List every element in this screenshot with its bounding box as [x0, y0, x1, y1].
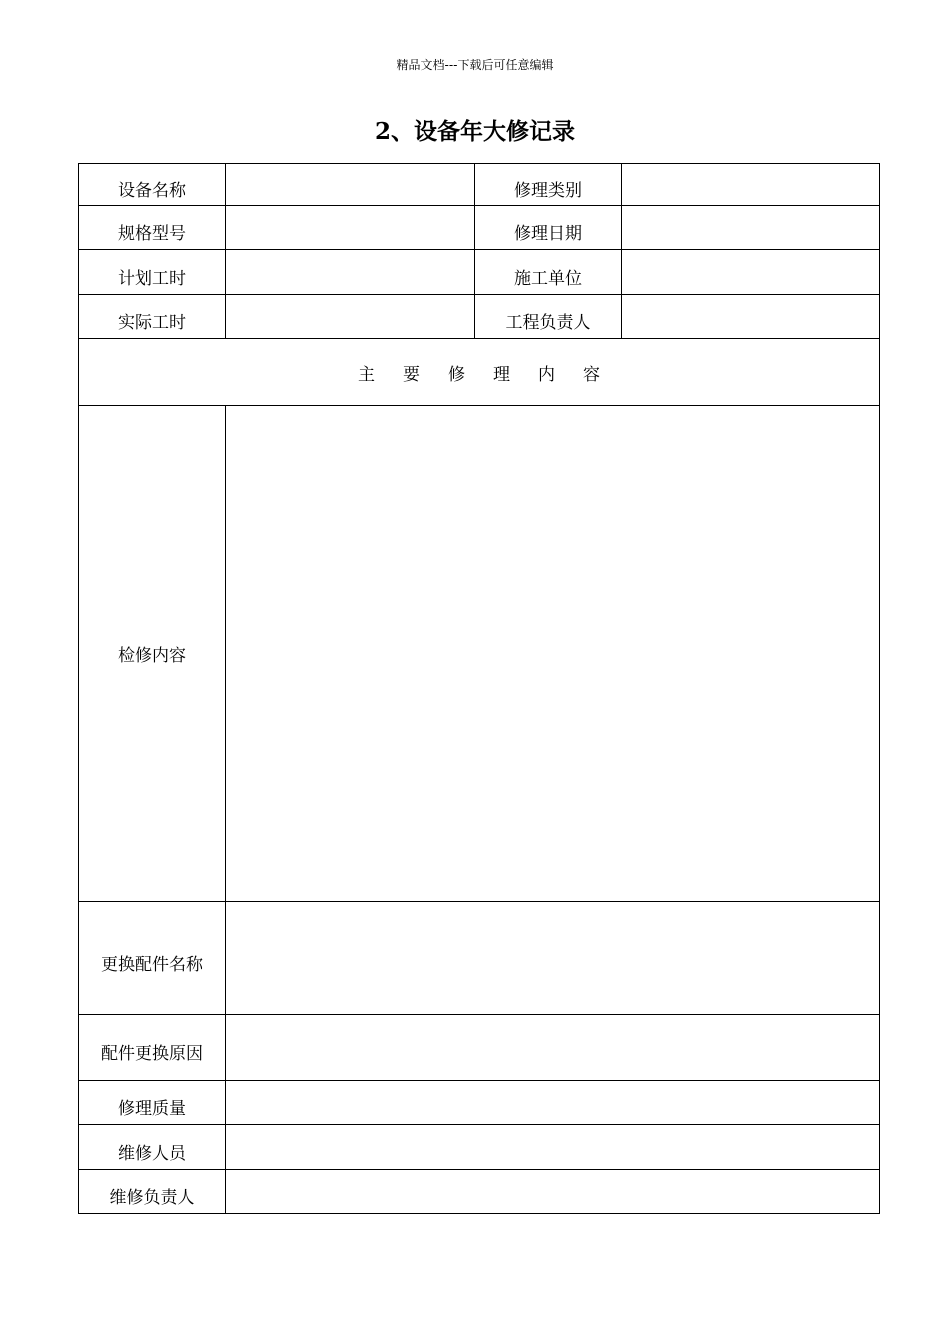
label-repair-staff: 维修人员 [79, 1125, 226, 1170]
label-replacement-parts: 更换配件名称 [79, 902, 226, 1015]
label-repair-quality: 修理质量 [79, 1081, 226, 1125]
value-repair-lead[interactable] [226, 1170, 880, 1214]
document-title: 2、设备年大修记录 [374, 118, 575, 145]
label-replacement-reason: 配件更换原因 [79, 1015, 226, 1081]
label-spec-model: 规格型号 [79, 206, 226, 250]
value-repair-quality[interactable] [226, 1081, 880, 1125]
label-inspection-content: 检修内容 [79, 406, 226, 902]
label-repair-lead: 维修负责人 [79, 1170, 226, 1214]
value-inspection-content[interactable] [226, 406, 880, 902]
value-repair-staff[interactable] [226, 1125, 880, 1170]
section-heading-text: 主要修理内容 [358, 364, 628, 385]
section-heading [79, 339, 880, 406]
value-actual-hours[interactable] [226, 295, 475, 339]
info-row-spec [79, 206, 880, 250]
value-replacement-parts[interactable] [226, 902, 880, 1015]
value-replacement-reason[interactable] [226, 1015, 880, 1081]
staff-row [79, 1125, 880, 1170]
section-heading-row [79, 339, 880, 406]
label-construction-unit: 施工单位 [475, 250, 622, 295]
label-project-lead: 工程负责人 [475, 295, 622, 339]
info-row-equipment [79, 164, 880, 206]
value-construction-unit[interactable] [622, 250, 880, 295]
maintenance-record-table [78, 163, 880, 1214]
parts-reason-row [79, 1015, 880, 1081]
label-repair-date: 修理日期 [475, 206, 622, 250]
info-row-actual [79, 295, 880, 339]
info-row-planned [79, 250, 880, 295]
label-planned-hours: 计划工时 [79, 250, 226, 295]
inspection-row [79, 406, 880, 902]
label-equipment-name: 设备名称 [79, 164, 226, 206]
value-project-lead[interactable] [622, 295, 880, 339]
header-note: 精品文档---下载后可任意编辑 [396, 58, 554, 72]
value-equipment-name[interactable] [226, 164, 475, 206]
label-repair-type: 修理类别 [475, 164, 622, 206]
staff-lead-row [79, 1170, 880, 1214]
value-spec-model[interactable] [226, 206, 475, 250]
parts-name-row [79, 902, 880, 1015]
value-repair-date[interactable] [622, 206, 880, 250]
quality-row [79, 1081, 880, 1125]
value-repair-type[interactable] [622, 164, 880, 206]
label-actual-hours: 实际工时 [79, 295, 226, 339]
value-planned-hours[interactable] [226, 250, 475, 295]
